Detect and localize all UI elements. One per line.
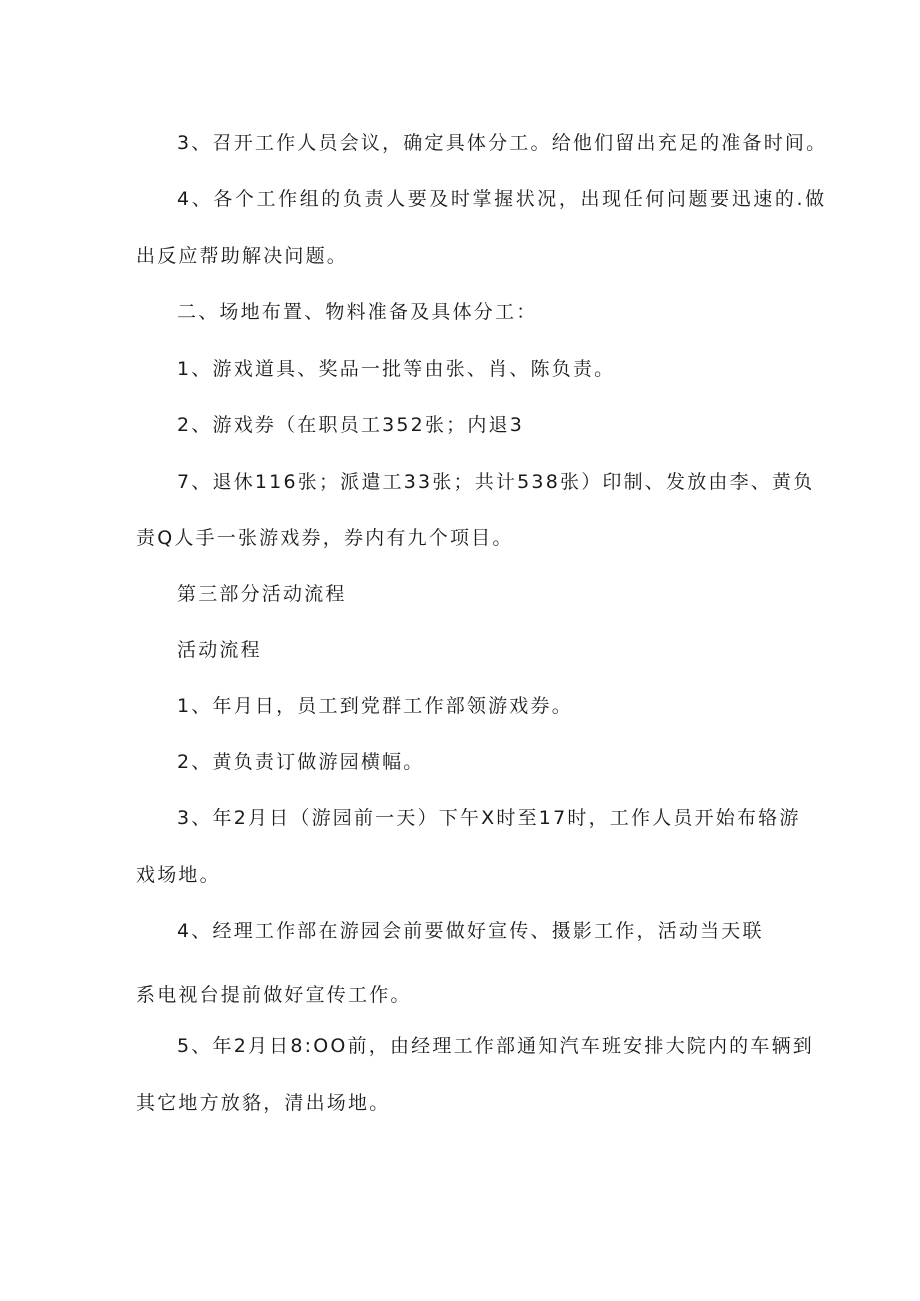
paragraph-line-16: 系电视台提前做好宣传工作。 xyxy=(136,984,412,1006)
paragraph-line-8: 责Q人手一张游戏券，券内有九个项目。 xyxy=(136,527,514,549)
subheading: 活动流程 xyxy=(177,639,262,661)
section-heading: 二、场地布置、物料准备及具体分工： xyxy=(177,301,538,323)
paragraph-line-7: 7、退休116张；派遣工33张；共计538张）印制、发放由李、黄负 xyxy=(177,471,815,493)
paragraph-line-18: 其它地方放貉，清出场地。 xyxy=(136,1092,391,1114)
paragraph-line-12: 2、黄负责订做游园横幅。 xyxy=(177,751,425,773)
paragraph-line-13: 3、年2月日（游园前一天）下午X时至17时，工作人员开始布辂游 xyxy=(177,807,801,829)
part-heading: 第三部分活动流程 xyxy=(177,583,347,605)
paragraph-line-17: 5、年2月日8:OO前，由经理工作部通知汽车班安排大院内的车辆到 xyxy=(177,1035,814,1057)
paragraph-line-1: 3、召开工作人员会议，确定具体分工。给他们留出充足的准备时间。 xyxy=(177,132,828,154)
paragraph-line-14: 戏场地。 xyxy=(136,864,221,886)
paragraph-line-11: 1、年月日，员工到党群工作部领游戏券。 xyxy=(177,695,573,717)
paragraph-line-6: 2、游戏券（在职员工352张；内退3 xyxy=(177,414,525,436)
paragraph-line-3: 出反应帮助解决问题。 xyxy=(136,245,349,267)
paragraph-line-2: 4、各个工作组的负责人要及时掌握状况，出现任何问题要迅速的.做 xyxy=(177,188,827,210)
paragraph-line-5: 1、游戏道具、奖品一批等由张、肖、陈负责。 xyxy=(177,358,616,380)
paragraph-line-15: 4、经理工作部在游园会前要做好宣传、摄影工作，活动当天联 xyxy=(177,920,764,942)
